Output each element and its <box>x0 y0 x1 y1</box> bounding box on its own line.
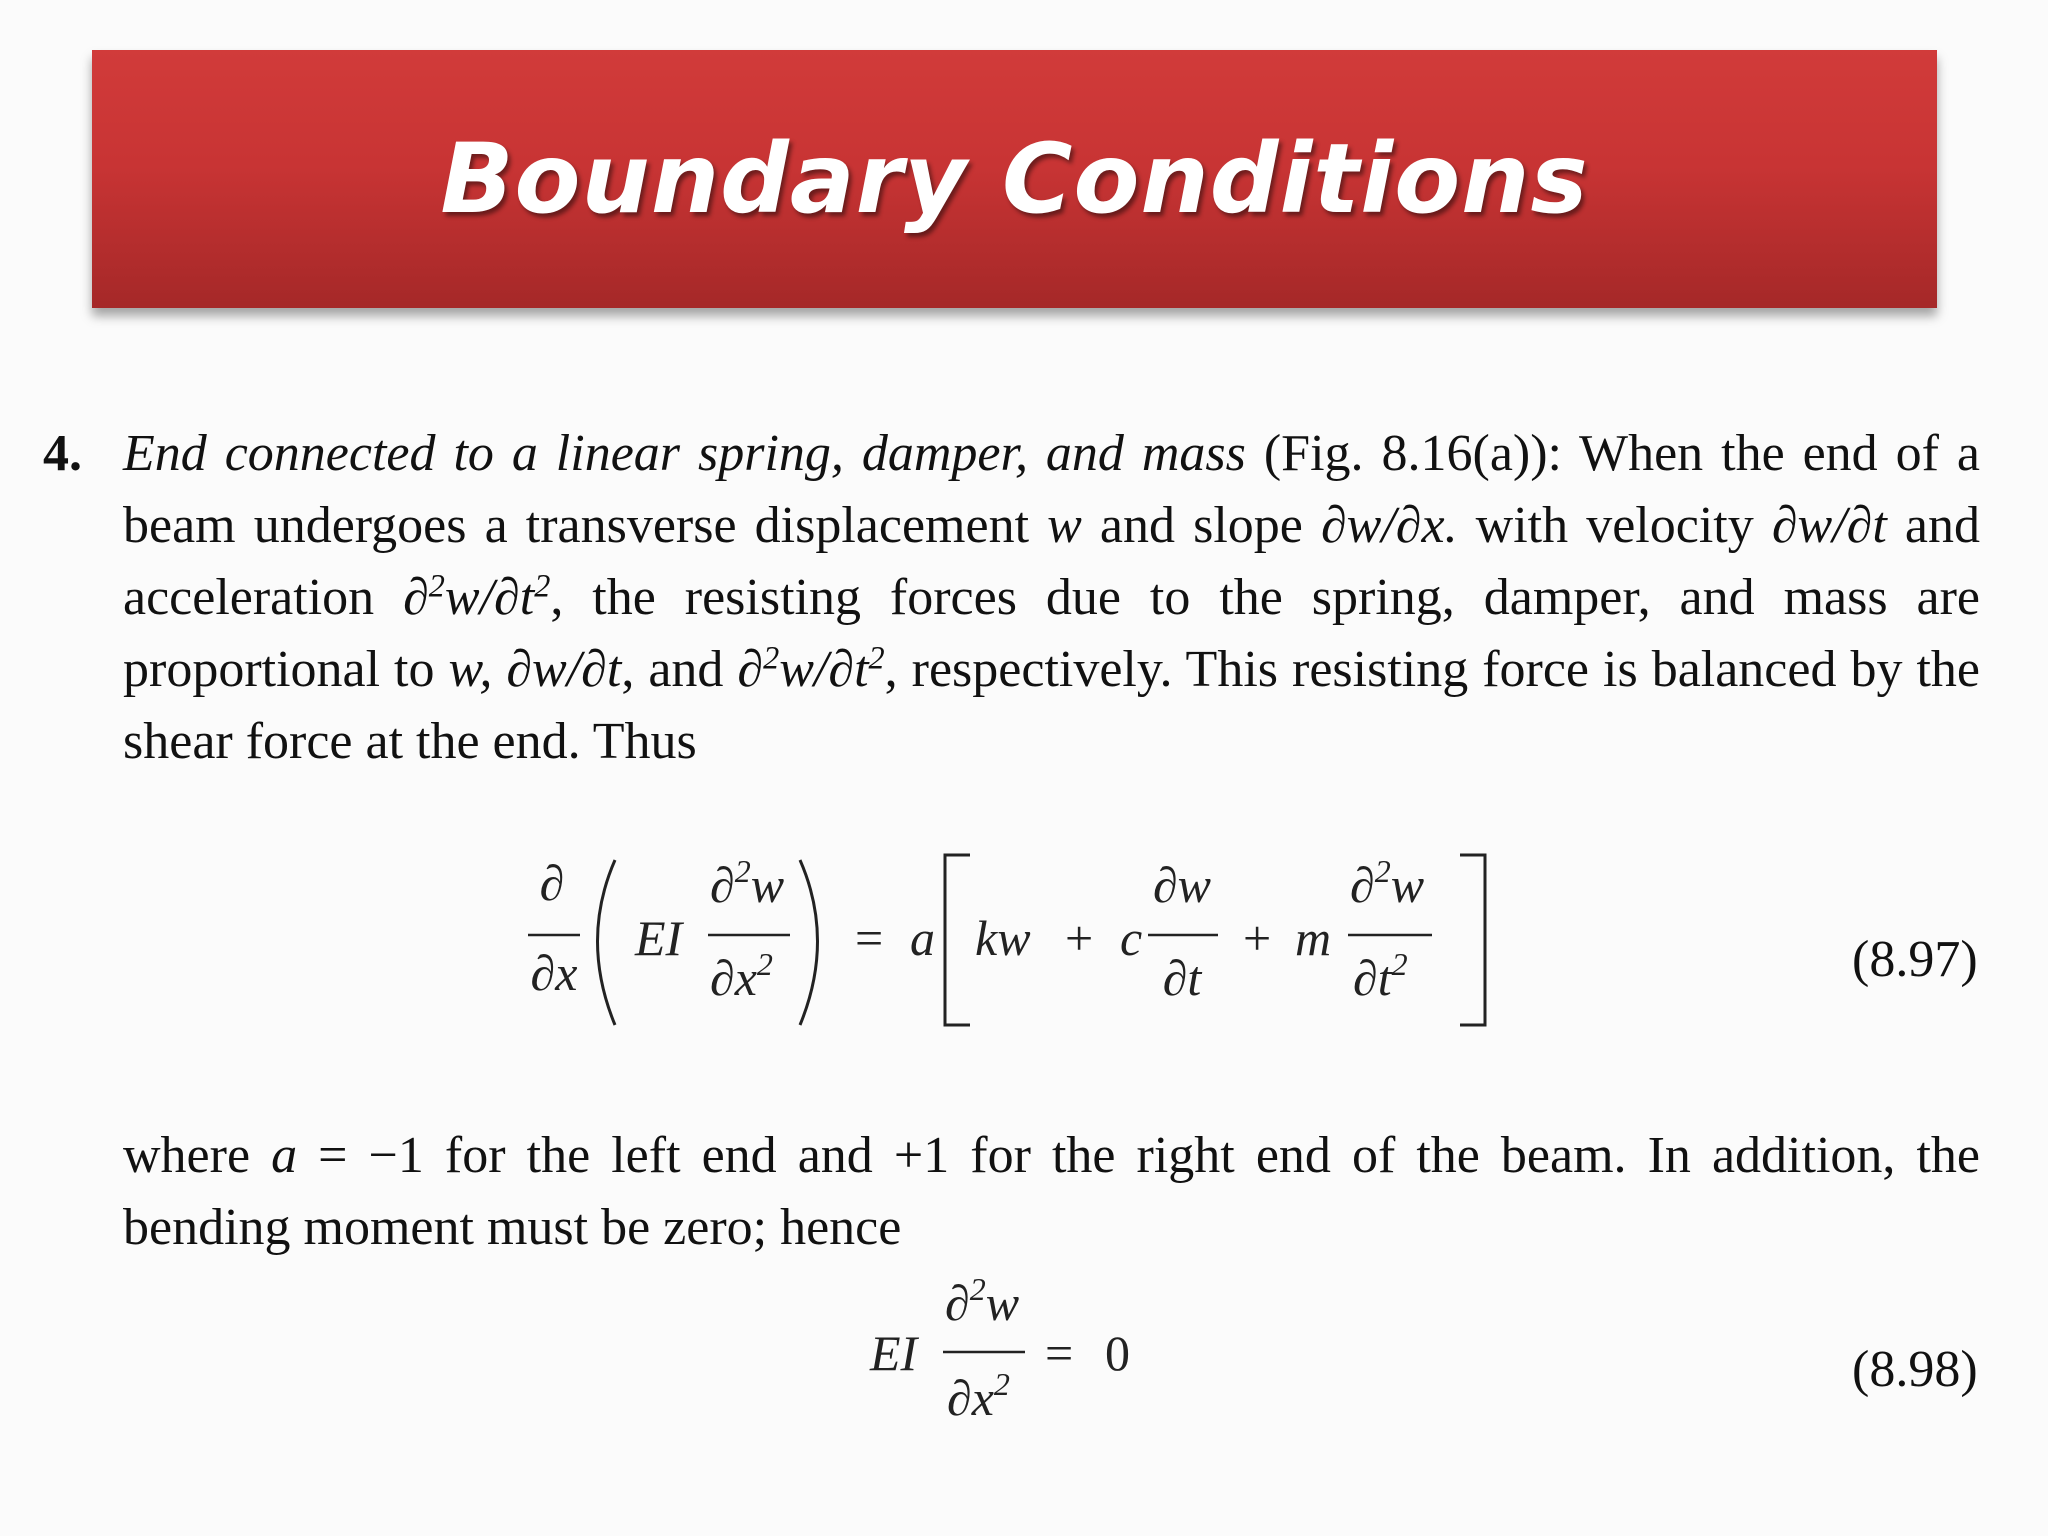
eq-dx: ∂x <box>530 945 578 1001</box>
eq-EI: EI <box>635 910 683 966</box>
right-paren <box>800 860 818 1025</box>
eq-dw: ∂w <box>1152 857 1212 913</box>
item-number: 4. <box>43 425 82 482</box>
where-paragraph <box>123 1120 1980 1264</box>
eq-equals: = <box>1045 1325 1074 1381</box>
eq-m: m <box>1295 910 1332 966</box>
left-bracket <box>945 855 970 1025</box>
math-acceleration: $\partial^2w/\partial t^2$ <box>737 639 885 698</box>
title-banner <box>92 50 1937 308</box>
eq-d2w: ∂$^2$w <box>1350 853 1425 913</box>
text-run: where <box>123 1127 272 1184</box>
text-run: and acceleration <box>123 497 1980 626</box>
equation-8-98 <box>865 1270 1185 1450</box>
math-w: w, <box>448 641 493 698</box>
eq-d2w: ∂$^2$w <box>945 1271 1020 1331</box>
math-w: w <box>1047 497 1082 554</box>
eq-a: a <box>910 910 935 966</box>
item-heading: End connected to a linear spring, damper, and mass <box>123 425 1246 482</box>
math-velocity: ∂w/∂t <box>1771 497 1887 554</box>
text-run: , the resisting forces due to the spring, damper, and mass are proportional to <box>123 569 1980 698</box>
text-run: and slope <box>1081 497 1321 554</box>
slide-title: Boundary Conditions <box>440 123 1589 235</box>
eq-d2w: ∂$^2$w <box>710 853 785 913</box>
eq-kw: kw <box>975 910 1031 966</box>
math-slope: ∂w/∂x. <box>1320 497 1458 554</box>
math-acceleration: $\partial^2w/\partial t^2$ <box>403 567 551 626</box>
text-run: = −1 for the left end and +1 for the right end of the beam. In addition, the bending moment must be zero; hence <box>123 1127 1980 1256</box>
right-bracket <box>1460 855 1485 1025</box>
eq-plus: + <box>1065 910 1094 966</box>
eq-dt: ∂t <box>1162 950 1202 1006</box>
eq-dt2: $\partial t^2$ <box>1353 946 1408 1006</box>
text-run: , respectively. This resisting force is balanced by the shear force at the end. Thus <box>123 641 1981 770</box>
math-a: a <box>271 1127 298 1184</box>
equation-number-8-98: (8.98) <box>1852 1341 1978 1398</box>
eq-partial: ∂ <box>539 855 565 911</box>
equation-number-8-97: (8.97) <box>1852 931 1978 988</box>
eq-EI: EI <box>870 1325 918 1381</box>
equation-8-97 <box>510 840 1520 1040</box>
text-run: (Fig. 8.16(a)): When the end of a beam undergoes a transverse displacement <box>123 425 1980 554</box>
eq-equals: = <box>855 910 884 966</box>
text-run: , and <box>621 641 738 698</box>
text-run: with velocity <box>1457 497 1772 554</box>
eq-plus: + <box>1243 910 1272 966</box>
eq-zero: 0 <box>1105 1325 1130 1381</box>
eq-dx2: $\partial x^2$ <box>710 946 773 1006</box>
left-paren <box>598 860 616 1025</box>
eq-dx2: $\partial x^2$ <box>947 1366 1010 1426</box>
boundary-condition-paragraph <box>43 418 1981 778</box>
math-velocity: ∂w/∂t <box>506 641 622 698</box>
eq-c: c <box>1120 910 1143 966</box>
